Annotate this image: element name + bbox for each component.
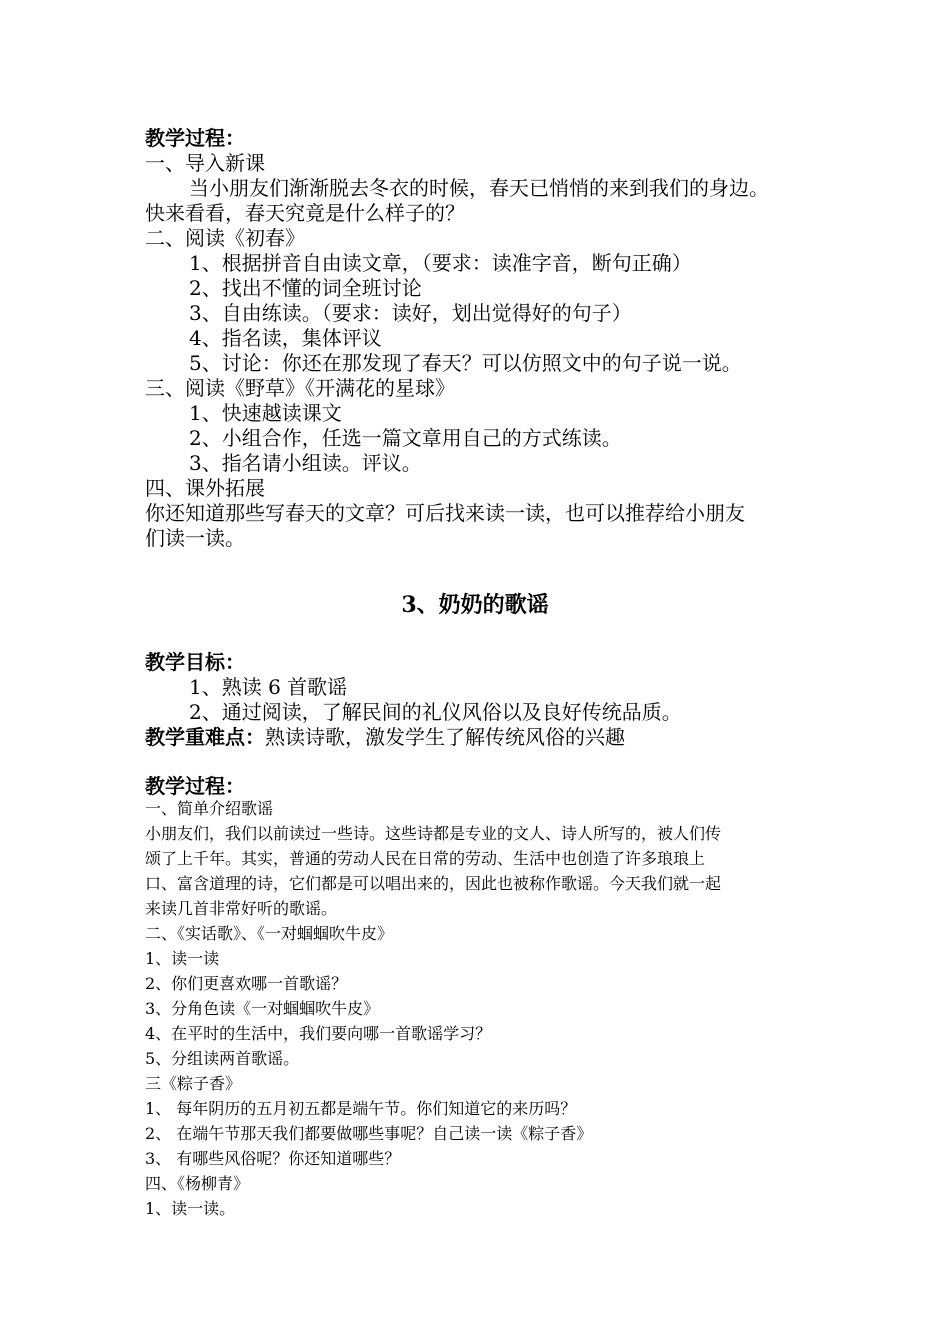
process-line: 四、《杨柳青》 (145, 1174, 250, 1193)
section1-line: 1、根据拼音自由读文章，（要求：读准字音，断句正确） (189, 251, 692, 275)
process-line: 5、分组读两首歌谣。 (145, 1049, 300, 1068)
process-line: 2、 在端午节那天我们都要做哪些事呢？自己读一读《粽子香》 (145, 1124, 593, 1143)
section1-line: 一、导入新课 (145, 151, 265, 175)
process-line: 小朋友们，我们以前读过一些诗。这些诗都是专业的文人、诗人所写的，被人们传 (145, 824, 722, 843)
process-line: 1、 每年阴历的五月初五都是端午节。你们知道它的来历吗？ (145, 1099, 577, 1118)
section1-line: 快来看看，春天究竟是什么样子的？ (145, 201, 465, 225)
process-line: 颂了上千年。其实，普通的劳动人民在日常的劳动、生活中也创造了许多琅琅上 (145, 849, 706, 868)
key-points-label: 教学重难点： (145, 725, 265, 749)
section1-line: 三、阅读《野草》《开满花的星球》 (145, 376, 455, 400)
section1-line: 3、指名请小组读。评议。 (189, 451, 422, 475)
section1-line: 2、找出不懂的词全班讨论 (189, 276, 422, 300)
goal-item: 2、通过阅读，了解民间的礼仪风俗以及良好传统品质。 (189, 700, 682, 724)
section1-line: 二、阅读《初春》 (145, 226, 305, 250)
process-line: 1、读一读 (145, 949, 220, 968)
section1-line: 2、小组合作，任选一篇文章用自己的方式练读。 (189, 426, 622, 450)
process-heading: 教学过程： (145, 126, 245, 150)
section1-line: 4、指名读，集体评议 (189, 326, 382, 350)
section1-line: 3、自由练读。（要求：读好，划出觉得好的句子） (189, 301, 632, 325)
process-line: 4、在平时的生活中，我们要向哪一首歌谣学习？ (145, 1024, 492, 1043)
process-line: 二、《实话歌》、《一对蝈蝈吹牛皮》 (145, 924, 394, 943)
section1-line: 你还知道那些写春天的文章？可后找来读一读，也可以推荐给小朋友 (145, 501, 745, 525)
section1-line: 当小朋友们渐渐脱去冬衣的时候，春天已悄悄的来到我们的身边。 (189, 176, 769, 200)
process-line: 一、简单介绍歌谣 (145, 799, 274, 818)
process-line: 2、你们更喜欢哪一首歌谣？ (145, 974, 348, 993)
process-label: 教学过程： (145, 774, 245, 798)
section1-line: 5、讨论：你还在那发现了春天？可以仿照文中的句子说一说。 (189, 351, 742, 375)
goal-item: 1、熟读 6 首歌谣 (189, 675, 348, 699)
key-points-text: 熟读诗歌，激发学生了解传统风俗的兴趣 (265, 725, 625, 749)
process-line: 3、 有哪些风俗呢？你还知道哪些？ (145, 1149, 401, 1168)
process-line: 三《粽子香》 (145, 1074, 242, 1093)
section1-line: 1、快速越读课文 (189, 401, 342, 425)
lesson-title: 3、奶奶的歌谣 (401, 592, 549, 618)
key-points (145, 727, 625, 747)
section1-line: 四、课外拓展 (145, 476, 265, 500)
section1-line: 们读一读。 (145, 526, 245, 550)
process-line: 口、富含道理的诗，它们都是可以唱出来的，因此也被称作歌谣。今天我们就一起 (145, 874, 722, 893)
process-line: 3、分角色读《一对蝈蝈吹牛皮》 (145, 999, 380, 1018)
process-line: 来读几首非常好听的歌谣。 (145, 899, 338, 918)
goals-label: 教学目标： (145, 650, 245, 674)
process-line: 1、读一读。 (145, 1199, 236, 1218)
